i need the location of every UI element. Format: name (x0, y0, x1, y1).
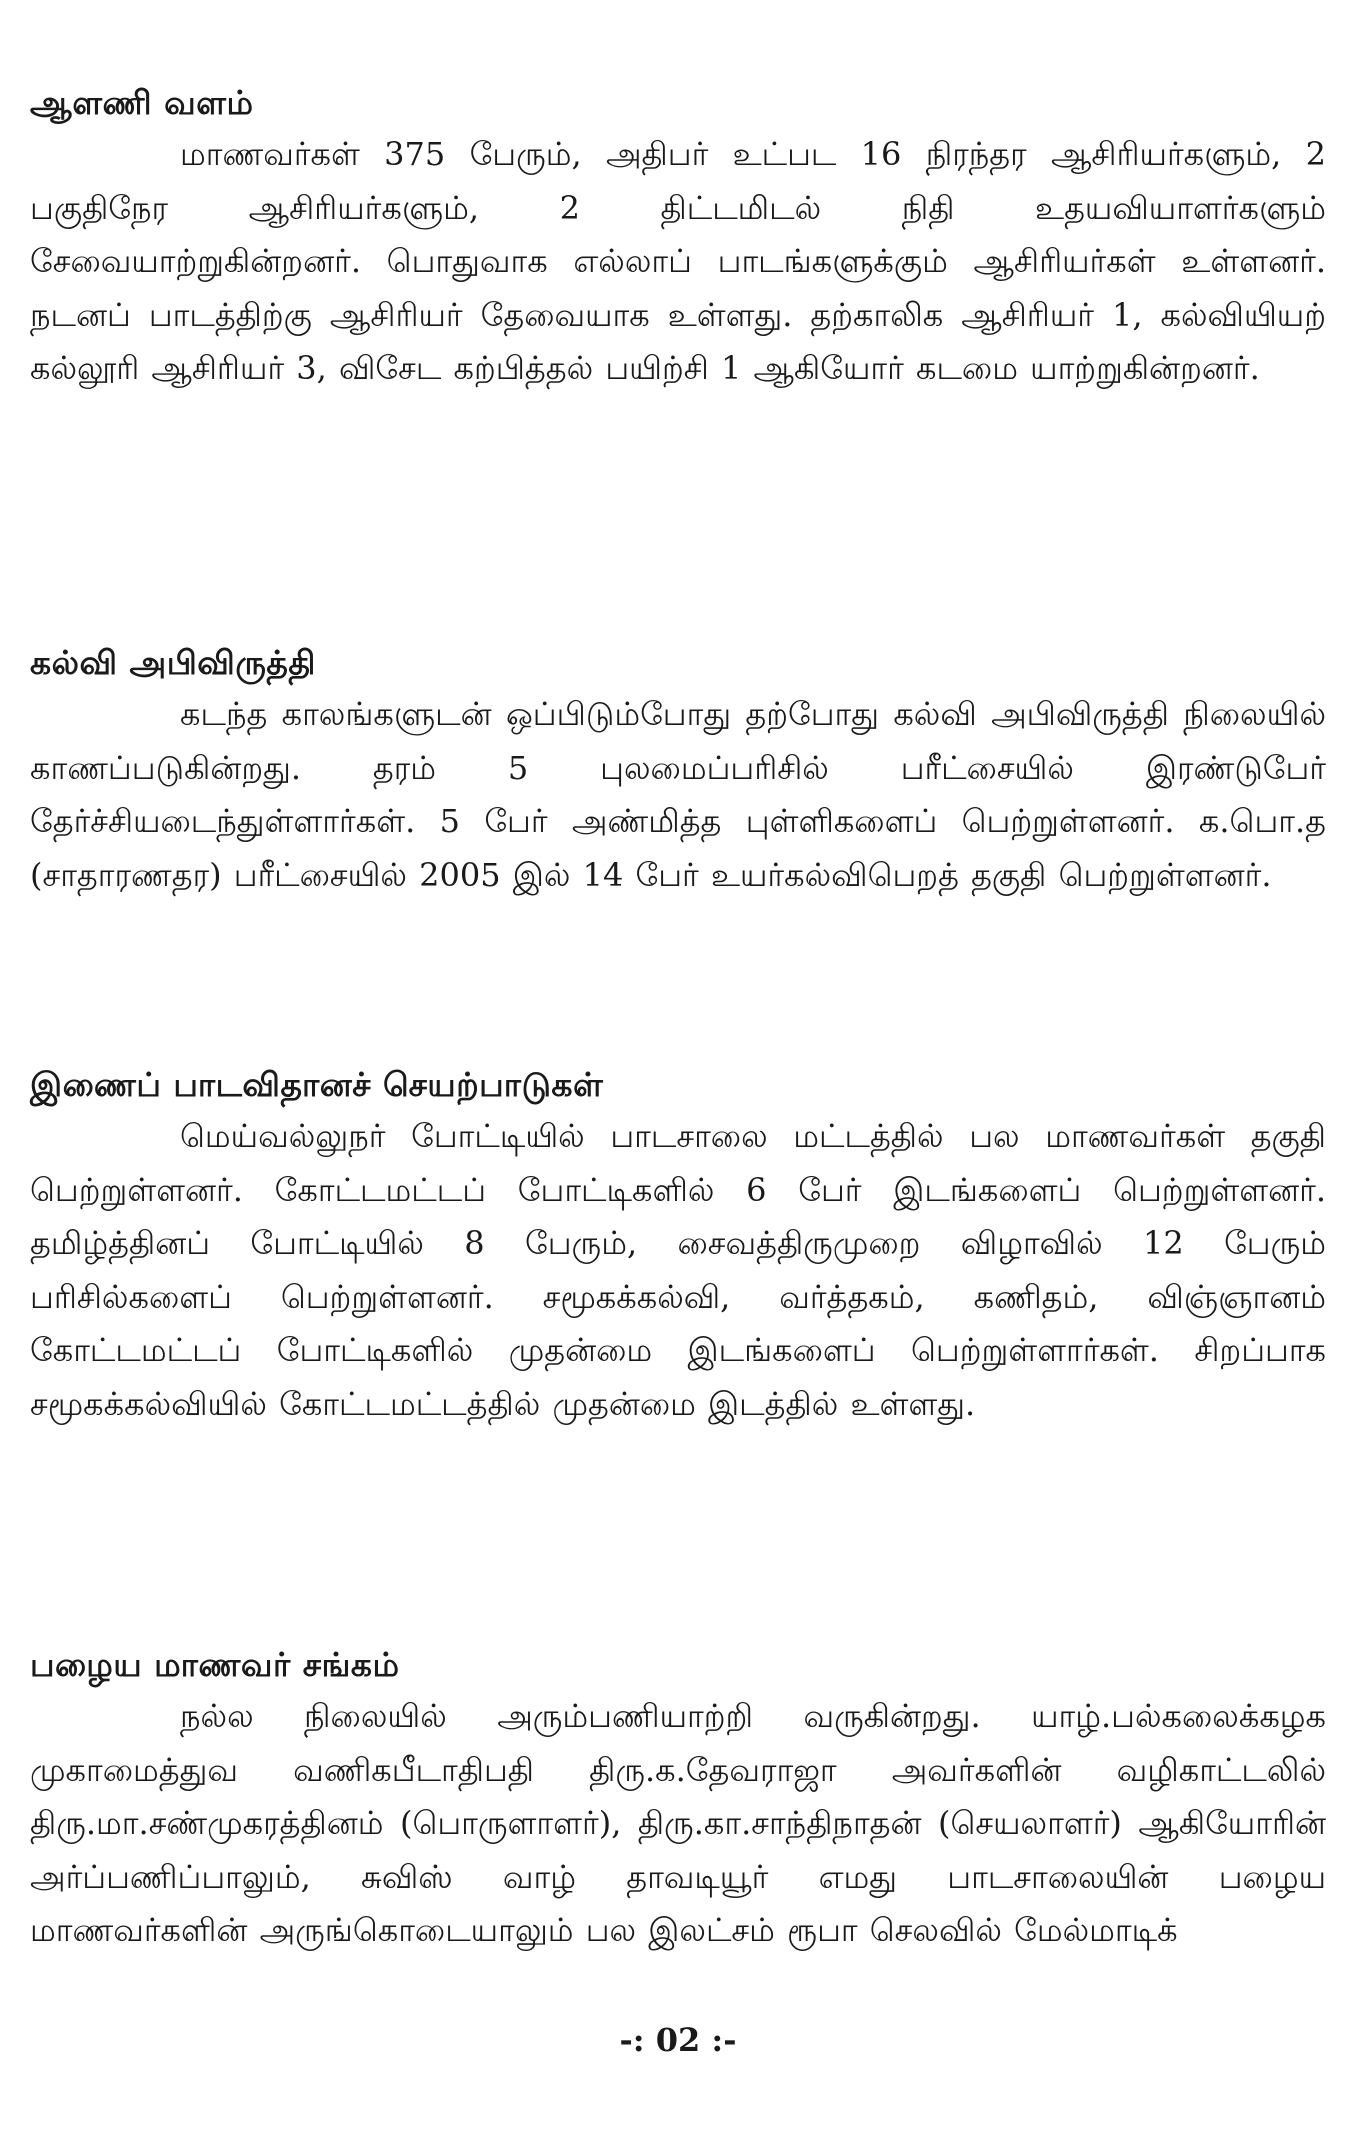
section-heading: கல்வி அபிவிருத்தி (30, 643, 316, 682)
section-educational-development (30, 638, 1326, 902)
section-old-students-association (30, 1640, 1326, 1958)
section-paragraph: மாணவர்கள் 375 பேரும், அதிபர் உட்பட 16 நிரந்தர ஆசிரியர்களும், 2 பகுதிநேர ஆசிரியர்களும், 2 திட்டமிடல் நிதி உதயவியாளர்களும் சேவையாற்றுகின்றனர். பொதுவாக எல்லாப் பாடங்களுக்கும் ஆசிரியர்கள் உள்ளனர். நடனப் பாடத்திற்கு ஆசிரியர் தேவையாக உள்ளது. தற்காலிக ஆசிரியர் 1, கல்வியியற் கல்லூரி ஆசிரியர் 3, விசேட கற்பித்தல் பயிற்சி 1 ஆகியோர் கடமை யாற்றுகின்றனர். (30, 135, 1326, 387)
section-paragraph: மெய்வல்லுநர் போட்டியில் பாடசாலை மட்டத்தில் பல மாணவர்கள் தகுதி பெற்றுள்ளனர். கோட்டமட்டப் போட்டிகளில் 6 பேர் இடங்களைப் பெற்றுள்ளனர். தமிழ்த்தினப் போட்டியில் 8 பேரும், சைவத்திருமுறை விழாவில் 12 பேரும் பரிசில்களைப் பெற்றுள்ளனர். சமூகக்கல்வி, வர்த்தகம், கணிதம், விஞ்ஞானம் கோட்டமட்டப் போட்டிகளில் முதன்மை இடங்களைப் பெற்றுள்ளார்கள். சிறப்பாக சமூகக்கல்வியில் கோட்டமட்டத்தில் முதன்மை இடத்தில் உள்ளது. (30, 1117, 1326, 1423)
section-heading: ஆளணி வளம் (30, 83, 254, 122)
section-heading: இணைப் பாடவிதானச் செயற்பாடுகள் (30, 1065, 604, 1104)
section-paragraph: நல்ல நிலையில் அரும்பணியாற்றி வருகின்றது. யாழ்.பல்கலைக்கழக முகாமைத்துவ வணிகபீடாதிபதி திரு.க.தேவராஜா அவர்களின் வழிகாட்டலில் திரு.மா.சண்முகரத்தினம் (பொருளாளர்), திரு.கா.சாந்திநாதன் (செயலாளர்) ஆகியோரின் அர்ப்பணிப்பாலும், சுவிஸ் வாழ் தாவடியூர் எமது பாடசாலையின் பழைய மாணவர்களின் அருங்கொடையாலும் பல இலட்சம் ரூபா செலவில் மேல்மாடிக் (30, 1697, 1326, 1949)
page-number: -: 02 :- (619, 2021, 737, 2059)
section-paragraph: கடந்த காலங்களுடன் ஒப்பிடும்போது தற்போது கல்வி அபிவிருத்தி நிலையில் காணப்படுகின்றது. தரம் 5 புலமைப்பரிசில் பரீட்சையில் இரண்டுபேர் தேர்ச்சியடைந்துள்ளார்கள். 5 பேர் அண்மித்த புள்ளிகளைப் பெற்றுள்ளனர். க.பொ.த (சாதாரணதர) பரீட்சையில் 2005 இல் 14 பேர் உயர்கல்விபெறத் தகுதி பெற்றுள்ளனர். (30, 695, 1326, 894)
section-staff-resources (30, 78, 1326, 396)
document-page (30, 30, 1326, 2120)
section-co-curricular-activities (30, 1060, 1326, 1431)
section-heading: பழைய மாணவர் சங்கம் (30, 1645, 400, 1684)
